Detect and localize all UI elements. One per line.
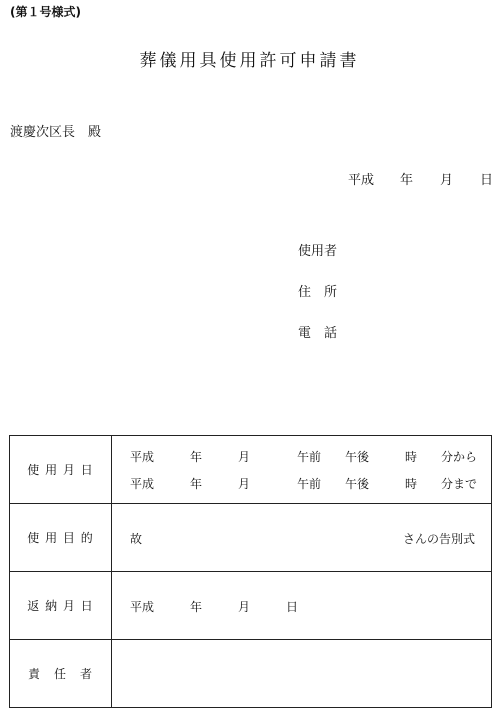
- applicant-address-label: 住 所: [298, 285, 338, 300]
- return-month: 月: [238, 600, 251, 614]
- table-row-responsible: [10, 640, 492, 708]
- date-month: 月: [440, 173, 454, 188]
- purpose-field[interactable]: [112, 504, 492, 572]
- usage-to-minute: 分まで: [441, 477, 478, 491]
- responsible-field[interactable]: [112, 640, 492, 708]
- addressee: 渡慶次区長 殿: [10, 125, 102, 140]
- date-era: 平成: [348, 173, 375, 188]
- date-year: 年: [400, 173, 414, 188]
- usage-from-year: 年: [190, 450, 203, 464]
- document-title: 葬儀用具使用許可申請書: [139, 51, 360, 71]
- usage-from-month: 月: [238, 450, 251, 464]
- date-day: 日: [480, 173, 494, 188]
- usage-date-label: 使 用 月 日: [10, 436, 112, 504]
- purpose-deceased-prefix: 故: [130, 532, 143, 546]
- usage-date-field[interactable]: [112, 436, 492, 504]
- form-number: (第１号様式): [10, 5, 81, 19]
- return-year: 年: [190, 600, 203, 614]
- table-row-usage-date: [10, 436, 492, 504]
- usage-to-era: 平成: [130, 477, 155, 491]
- usage-to-pm: 午後: [345, 477, 370, 491]
- usage-from-am: 午前: [297, 450, 322, 464]
- return-day: 日: [286, 600, 299, 614]
- return-date-field[interactable]: [112, 572, 492, 640]
- usage-from-pm: 午後: [345, 450, 370, 464]
- usage-from-hour: 時: [405, 450, 418, 464]
- table-row-return-date: [10, 572, 492, 640]
- usage-to-month: 月: [238, 477, 251, 491]
- usage-to-hour: 時: [405, 477, 418, 491]
- table-row-purpose: [10, 504, 492, 572]
- applicant-user-label: 使用者: [298, 244, 338, 259]
- responsible-label: 責 任 者: [10, 640, 112, 708]
- return-date-label: 返 納 月 日: [10, 572, 112, 640]
- application-table: [9, 435, 492, 708]
- usage-from-minute: 分から: [441, 450, 478, 464]
- purpose-funeral-suffix: さんの告別式: [402, 532, 475, 546]
- usage-to-am: 午前: [297, 477, 322, 491]
- return-era: 平成: [130, 600, 155, 614]
- applicant-phone-label: 電 話: [298, 326, 338, 341]
- usage-to-year: 年: [190, 477, 203, 491]
- usage-from-era: 平成: [130, 450, 155, 464]
- purpose-label: 使 用 目 的: [10, 504, 112, 572]
